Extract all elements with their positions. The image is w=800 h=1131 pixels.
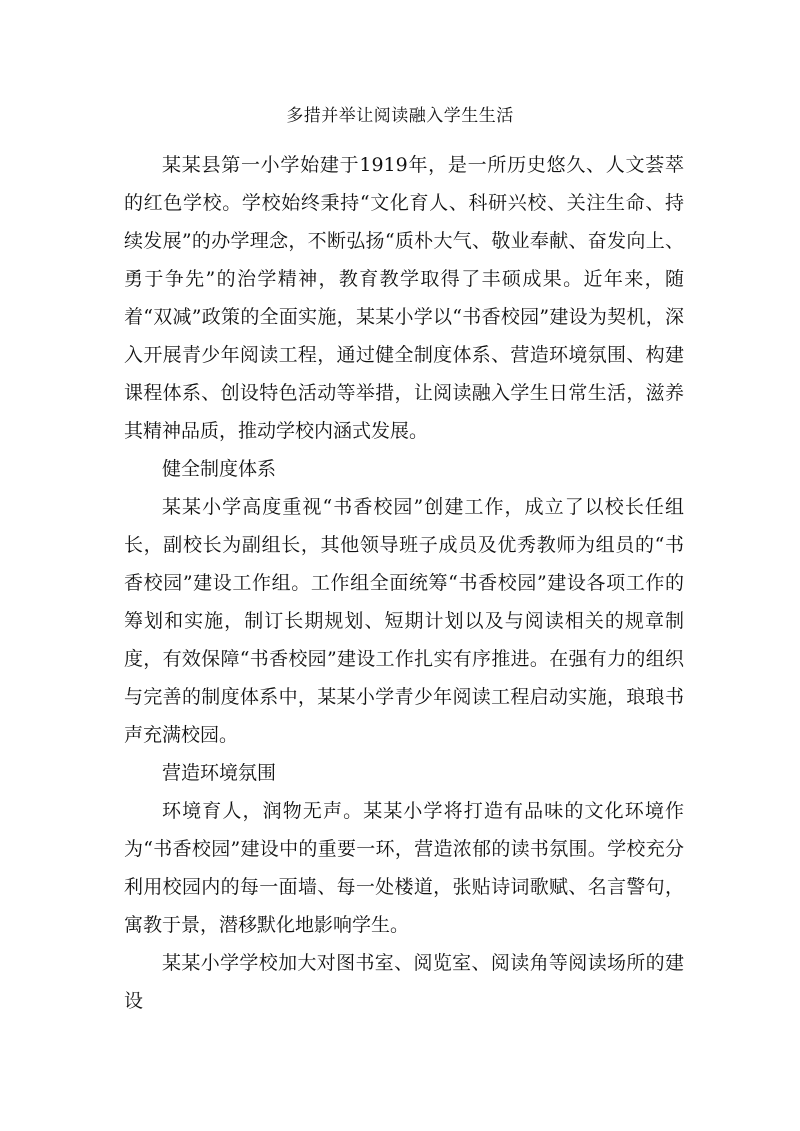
section-heading-environment: 营造环境氛围: [162, 762, 277, 784]
document-body: [124, 146, 684, 1020]
document-title: 多措并举让阅读融入学生生活: [286, 106, 514, 126]
paragraph-environment: 环境育人，润物无声。某某小学将打造有品味的文化环境作为“书香校园”建设中的重要一环，营造浓郁的读书氛围。学校充分利用校园内的每一面墙、每一处楼道，张贴诗词歌赋、名言警句，寓教于景，潜移默化地影响学生。: [124, 800, 684, 936]
section-heading-system: 健全制度体系: [162, 458, 277, 480]
paragraph-intro: 某某县第一小学始建于1919年，是一所历史悠久、人文荟萃的红色学校。学校始终秉持“文化育人、科研兴校、关注生命、持续发展”的办学理念，不断弘扬“质朴大气、敬业奉献、奋发向上、勇于争先”的治学精神，教育教学取得了丰硕成果。近年来，随着“双减”政策的全面实施，某某小学以“书香校园”建设为契机，深入开展青少年阅读工程，通过健全制度体系、营造环境氛围、构建课程体系、创设特色活动等举措，让阅读融入学生日常生活，滋养其精神品质，推动学校内涵式发展。: [124, 154, 684, 442]
paragraph-system: 某某小学高度重视“书香校园”创建工作，成立了以校长任组长，副校长为副组长，其他领导班子成员及优秀教师为组员的“书香校园”建设工作组。工作组全面统筹“书香校园”建设各项工作的筹划和实施，制订长期规划、短期计划以及与阅读相关的规章制度，有效保障“书香校园”建设工作扎实有序推进。在强有力的组织与完善的制度体系中，某某小学青少年阅读工程启动实施，琅琅书声充满校园。: [124, 496, 684, 746]
paragraph-reading-venues: 某某小学学校加大对图书室、阅览室、阅读角等阅读场所的建设: [124, 952, 684, 1012]
